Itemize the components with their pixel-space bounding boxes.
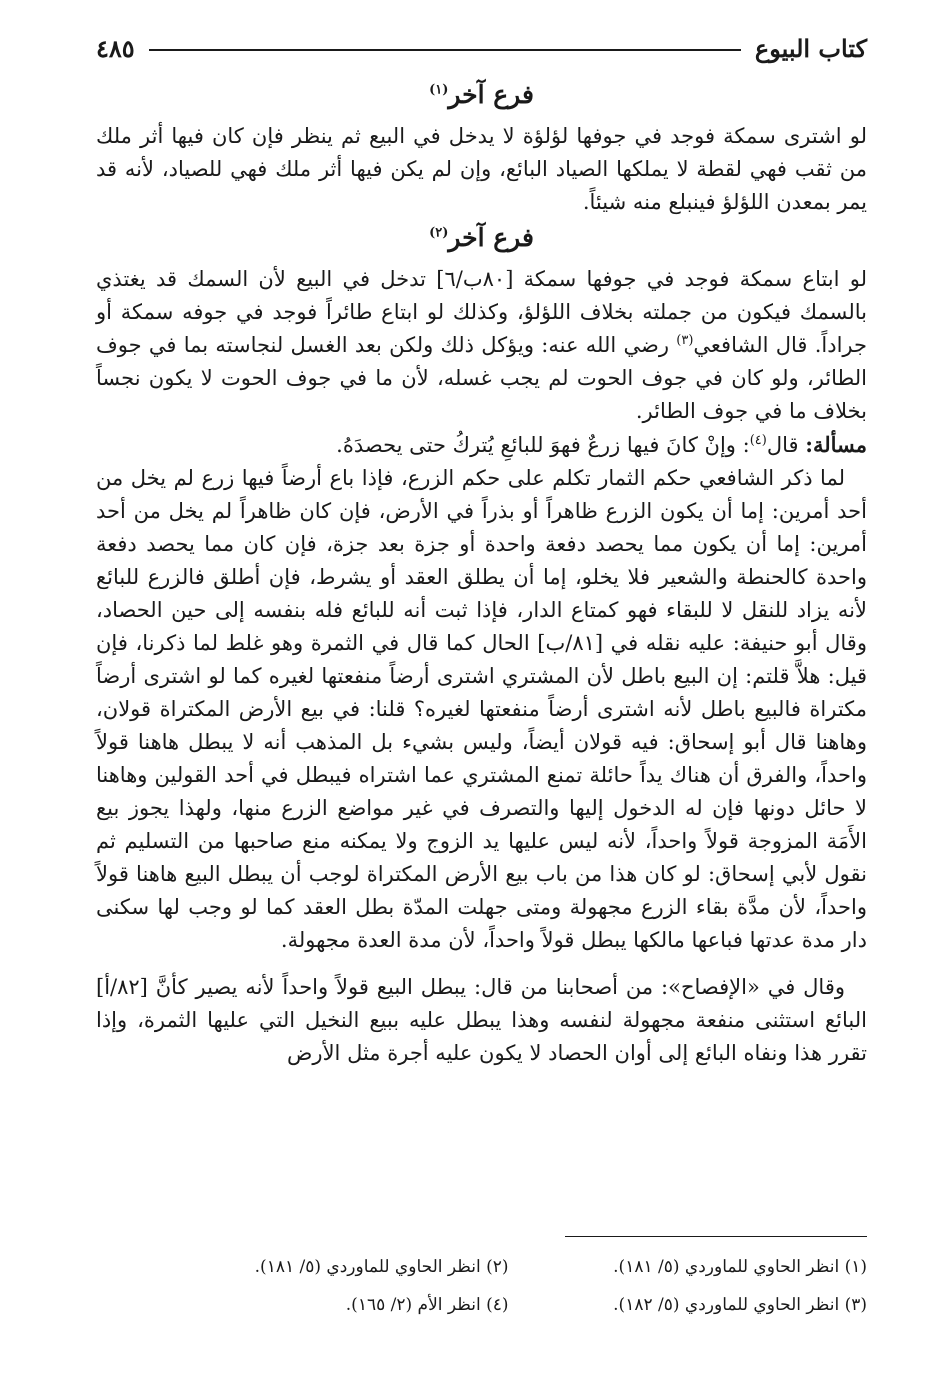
footnote-4: (٤) انظر الأم (٢/ ١٦٥). [345,1295,509,1315]
commentary-paragraph-2: وقال في «الإفصاح»: من أصحابنا من قال: يبطل البيع قولاً واحداً لأنه يصير كأنَّ [٨٢/أ] البائع استثنى منفعة مجهولة لنفسه وهذا يبطل عليه ببيع النخيل التي عليها الثمرة، وإذا تقرر هذا ونفاه البائع إلى أوان الحصاد لا يكون عليه أجرة مثل الأرض [96,975,867,1065]
section-2-text-a: لو ابتاع سمكة فوجد في جوفها سمكة [٨٠ب/٦] تدخل في البيع لأن السمك قد يغتذي بالسمك فيكون من جملته بخلاف اللؤلؤ، وكذلك لو ابتاع طائراً فوجد في جوفه سمكة أو جراداً. قال الشافعي [96,267,867,357]
masala-text-b: : وإنْ كانَ فيها زرعٌ فهوَ للبائعِ يُتركُ حتى يحصدَهُ. [336,433,750,457]
footnote-ref-4: (٤) [749,433,767,448]
section-heading-1-text: فرع آخر [448,80,534,109]
section-heading-2-text: فرع آخر [448,223,534,252]
section-2-paragraph [96,263,867,428]
footnote-ref-1: (١) [429,82,449,98]
running-header [96,28,867,68]
section-2-text-b: رضي الله عنه: ويؤكل ذلك ولكن بعد الغسل لنجاسته بما في جوف الطائر، ولو كان في جوف الحوت لم يجب غسله، لأن ما في جوف الحوت لا يكون نجساً بخلاف ما في جوف الطائر. [96,333,867,423]
footnote-rule [565,1236,867,1237]
page-number: ٤٨٥ [96,33,135,63]
book-title: كتاب البيوع [754,33,867,63]
footnote-3: (٣) انظر الحاوي للماوردي (٥/ ١٨٢). [613,1295,867,1315]
masala-text-a: قال [766,433,806,457]
section-heading-2 [96,219,867,257]
footnotes [180,1252,867,1320]
commentary-paragraph-1: لما ذكر الشافعي حكم الثمار تكلم على حكم الزرع، فإذا باع أرضاً فيها زرع لم يخل من أحد أمرين: إما أن يكون الزرع ظاهراً أو بذراً في الأرض، فإن كان ظاهراً لم يخل من أحد أمرين: إما أن يكون مما يحصد دفعة واحدة أو جزة بعد جزة، فإن كان مما يحصد دفعة واحدة كالحنطة والشعير فلا يخلو، إما أن يطلق العقد أو يشرط، فإن أطلق فالزرع للبائع لأنه يزاد للنقل لا للبقاء فهو كمتاع الدار، فإذا ثبت أنه للبائع فله بنفسه إلى حين الحصاد، وقال أبو حنيفة: عليه نقله في [٨١/ب] الحال كما قال في الثمرة وهو غلط لما ذكرنا، فإن قيل: هلاَّ قلتم: إن البيع باطل لأن المشتري اشترى أرضاً منفعتها لغيره كما لو اشترى أرضاً مكتراة فالبيع باطل لأنه اشترى أرضاً منفعتها لغيره؟ قلنا: في بيع الأرض المكتراة قولان، وهاهنا قال أبو إسحاق: فيه قولان أيضاً، وليس بشيء بل المذهب أنه لا يبطل هاهنا قولاً واحداً، والفرق أن هناك يداً حائلة تمنع المشتري عما اشتراه فيبطل في أحد القولين وهاهنا لا حائل دونها فإن له الدخول إليها والتصرف في غير مواضع الزرع منها، ولهذا يجوز بيع الأَمَة المزوجة قولاً واحداً، لأنه ليس عليها يد الزوج ولا يمكنه منع صاحبها من التسليم ثم نقول لأبي إسحاق: لو كان هذا من باب بيع الأرض المكتراة لوجب أن يبطل البيع هاهنا قولاً واحداً، لأن مدَّة بقاء الزرع مجهولة ومتى جهلت المدّة بطل العقد كما لو وجب لها سكنى دار مدة عدتها فباعها مالكها يبطل قولاً واحداً، لأن مدة العدة مجهولة. [96,466,868,952]
footnote-1: (١) انظر الحاوي للماوردي (٥/ ١٨١). [613,1257,867,1277]
header-rule [149,49,741,51]
footnote-2: (٢) انظر الحاوي للماوردي (٥/ ١٨١). [254,1257,509,1277]
section-heading-1 [96,76,867,114]
footnote-ref-2: (٢) [429,225,449,241]
main-text [96,76,867,1070]
paragraph-gap [96,957,867,971]
section-1-paragraph: لو اشترى سمكة فوجد في جوفها لؤلؤة لا يدخل في البيع ثم ينظر فإن كان فيها أثر ملك من ثقب فهي لقطة لا يملكها الصياد البائع، وإن لم يكن فيها أثر ملك فهي للصياد، لأنه قد يمر بمعدن اللؤلؤ فينبلع منه شيئاً. [96,124,867,214]
masala-paragraph [96,428,867,462]
masala-label: مسألة: [805,432,867,457]
footnote-ref-3: (٣) [676,333,694,348]
